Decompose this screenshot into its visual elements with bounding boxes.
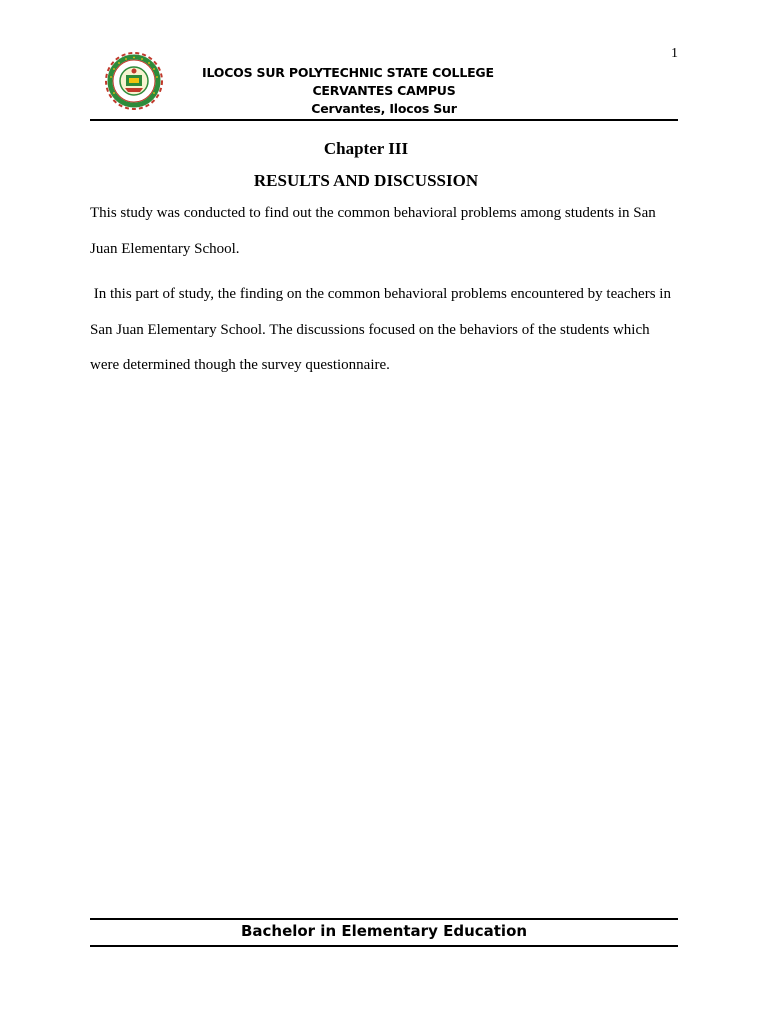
campus-name: CERVANTES CAMPUS (312, 83, 456, 98)
header-rule (90, 119, 678, 121)
footer-rule-top (90, 918, 678, 920)
paragraph-discussion: In this part of study, the finding on the common behavioral problems encountered by teachers in San Juan Elementary School. The discussions focused on the behaviors of the students which were determined though the survey questionnaire. (90, 286, 675, 373)
campus-location: Cervantes, Ilocos Sur (311, 101, 457, 116)
footer-rule-bottom (90, 945, 678, 947)
paragraph-intro: This study was conducted to find out the common behavioral problems among students in San Juan Elementary School. (90, 205, 656, 257)
chapter-title: RESULTS AND DISCUSSION (253, 171, 479, 190)
college-seal-logo (102, 50, 166, 112)
page-number: 1 (671, 46, 678, 61)
institution-header (168, 64, 600, 118)
footer-program: Bachelor in Elementary Education (240, 922, 528, 940)
chapter-number: Chapter III (323, 139, 409, 158)
college-name: ILOCOS SUR POLYTECHNIC STATE COLLEGE (202, 65, 494, 80)
